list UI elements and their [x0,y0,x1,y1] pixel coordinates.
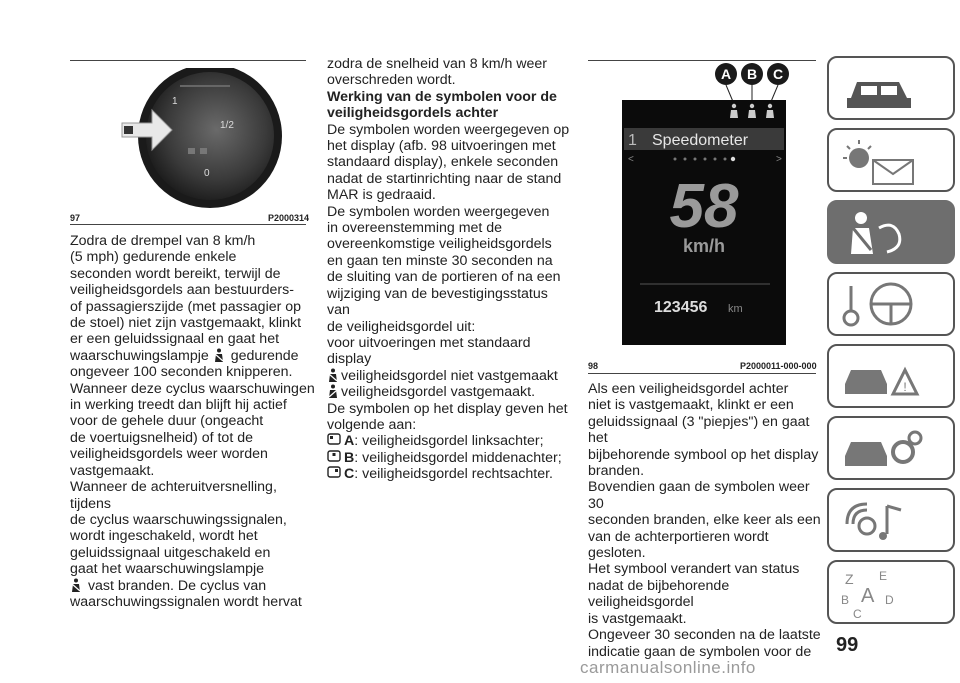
col2-line: wijziging van de bevestigingsstatus van [327,285,548,319]
legend-item-a [327,433,572,449]
col1-line: ongeveer 100 seconden knipperen. [70,364,293,381]
col1-line [70,348,315,364]
section-heading: veiligheidsgordels achter [327,105,499,122]
tab-starting-driving[interactable] [827,272,955,336]
figure-98-top-rule [588,60,816,61]
index-letter: D [885,593,894,607]
tab-multimedia[interactable] [827,488,955,552]
callout-c-letter: C [772,66,784,82]
col1-line: geluidssignaal uitgeschakeld en [70,544,271,561]
odometer-unit: km [728,303,743,315]
col1-line: Wanneer deze cyclus waarschuwingen [70,380,315,397]
col2-line: de sluiting van de portieren of na een [327,269,561,286]
col1-line: Zodra de drempel van 8 km/h [70,233,256,249]
menu-title: Speedometer [652,132,749,149]
col3-line: indicatie gaan de symbolen voor de [588,643,812,660]
safety-airbag-icon [837,206,947,260]
col1-line: voor de gehele duur (ongeacht [70,413,264,430]
col1-line: seconden wordt bereikt, terwijl de [70,265,281,282]
legend-letter: A [344,433,355,450]
col1-text: vast branden. De cyclus van [87,577,267,594]
index-letter: C [853,607,862,620]
col2-line: overeenkomstige veiligheidsgordels [327,236,552,253]
col1-line: waarschuwingssignalen wordt hervat [70,593,302,610]
tab-maintenance[interactable] [827,416,955,480]
col2-line: volgende aan: [327,416,417,433]
col2-line [327,384,572,400]
col3-line: nadat de bijbehorende veiligheidsgordel [588,577,730,611]
menu-index: 1 [628,132,637,149]
chevron-right-icon: > [776,154,782,165]
callout-c [767,63,789,85]
tab-index[interactable] [827,560,955,624]
col2-line [327,368,572,384]
instrument-display-image [600,62,810,362]
col1-line [70,578,315,594]
seatbelt-warning-icon [213,348,225,362]
gauge-tick-1: 1 [172,96,178,107]
fuel-gauge-image [110,68,310,208]
steering-key-icon [837,278,947,332]
callout-a [715,63,737,85]
index-letter: B [841,593,850,607]
col2-line: standaard display), enkele seconden [327,154,559,171]
col2-line: display [327,351,372,368]
index-letter: Z [845,571,854,587]
col1-text: waarschuwingslampje [70,347,209,364]
index-letter: A [861,585,875,607]
figure-97-code: P2000314 [268,213,310,223]
col3-line: is vastgemaakt. [588,610,687,627]
col3-line: bijbehorende symbool op het display [588,446,819,463]
legend-letter: B [344,449,355,466]
svg-text:!: ! [903,380,907,394]
col3-line: Bovendien gaan de symbolen weer 30 [588,479,810,512]
col2-line: zodra de snelheid van 8 km/h weer [327,56,548,72]
col1-line: wordt ingeschakeld, wordt het [70,528,258,545]
col1-line: gaat het waarschuwingslampje [70,561,265,578]
col3-line: Het symbool verandert van status [588,561,800,578]
seatbelt-fastened-icon [327,384,339,398]
tab-warning-lights[interactable] [827,128,955,192]
car-icon [837,62,947,116]
gauge-tick-half: 1/2 [220,120,234,131]
column-1-text [70,233,315,610]
callout-a-letter: A [720,66,732,82]
gauge-tick-0: 0 [204,168,210,179]
legend-text: : veiligheidsgordel middenachter; [354,449,562,466]
watermark: carmanualsonline.info [580,658,756,677]
col1-line: er een geluidssignaal en gaat het [70,331,280,348]
emergency-icon [837,350,947,404]
figure-97-number: 97 [70,213,81,223]
odometer-value: 123456 [654,299,708,316]
seatbelt-warning-icon [70,578,82,592]
figure-98 [600,62,810,362]
col3-line: seconden branden, elke keer als een [588,512,821,529]
col3-line: niet is vastgemaakt, klinkt er een [588,397,794,414]
speed-value: 58 [669,172,739,241]
tab-car-overview[interactable] [827,56,955,120]
legend-item-b [327,450,572,466]
figure-97-bottom-rule [70,224,306,225]
fuel-pump-icon [124,126,133,134]
multimedia-icon [837,494,947,548]
col2-line: het display (afb. 98 uitvoeringen met [327,138,556,155]
figure-98-bottom-rule [588,373,816,374]
tab-safety[interactable] [827,200,955,264]
legend-letter: C [344,466,355,483]
col3-line: van de achterportieren wordt gesloten. [588,528,769,562]
column-3-text [588,381,828,660]
col1-line: in werking treedt dan blijft hij actief [70,397,287,414]
page-number: 99 [836,634,859,656]
col2-text: veiligheidsgordel niet vastgemaakt [341,367,558,384]
col2-line: De symbolen op het display geven het [327,400,568,417]
rear-seat-icon [327,466,341,478]
col1-line: de stoel) niet zijn vastgemaakt, klinkt [70,315,302,332]
legend-text: : veiligheidsgordel rechtsachter. [354,466,553,483]
maintenance-icon [837,422,947,476]
figure-98-number: 98 [588,361,599,371]
col3-line: branden. [588,463,645,480]
col3-line: geluidssignaal (3 "piepjes") en gaat het [588,413,810,447]
col1-line: Wanneer de achteruitversnelling, tijdens [70,479,277,512]
col1-line: de voertuigsnelheid) of tot de [70,429,253,446]
col2-line: De symbolen worden weergegeven [327,203,550,220]
rear-seat-icon [327,450,341,462]
callout-b-letter: B [746,66,758,82]
col1-line: de cyclus waarschuwingssignalen, [70,511,287,528]
index-icon [837,566,947,620]
col2-line: de veiligheidsgordel uit: [327,318,476,335]
tab-emergency[interactable] [827,344,955,408]
col3-line: Als een veiligheidsgordel achter [588,381,789,397]
figure-97 [110,68,310,208]
col3-line: Ongeveer 30 seconden na de laatste [588,627,821,644]
figure-98-code: P2000011-000-000 [740,361,817,371]
column-2-text [327,56,572,483]
callout-b [741,63,763,85]
figure-97-top-rule [70,60,306,61]
seatbelt-unfastened-icon [327,368,339,382]
col2-line: in overeenstemming met de [327,220,503,237]
section-heading: Werking van de symbolen voor de [327,88,557,105]
col1-line: of passagierszijde (met passagier op [70,298,302,315]
col2-line: overschreden wordt. [327,72,456,89]
col1-line: veiligheidsgordels aan bestuurders- [70,282,294,299]
col2-line: De symbolen worden weergegeven op [327,121,570,138]
index-letter: E [879,569,888,583]
speed-unit: km/h [682,236,726,256]
chevron-left-icon: < [628,154,634,165]
col1-text: gedurende [230,347,299,364]
warning-lights-icon [837,134,947,188]
col2-text: veiligheidsgordel vastgemaakt. [341,384,536,401]
col1-line: (5 mph) gedurende enkele [70,249,237,266]
col1-line: vastgemaakt. [70,462,155,479]
rear-seat-icon [327,433,341,445]
col2-line: MAR is gedraaid. [327,187,436,204]
col1-line: veiligheidsgordels weer worden [70,446,268,463]
col2-line: en gaan ten minste 30 seconden na [327,252,553,269]
legend-item-c [327,466,572,482]
legend-text: : veiligheidsgordel linksachter; [354,433,544,450]
col2-line: nadat de startinrichting naar de stand [327,170,562,187]
col2-line: voor uitvoeringen met standaard [327,334,531,351]
